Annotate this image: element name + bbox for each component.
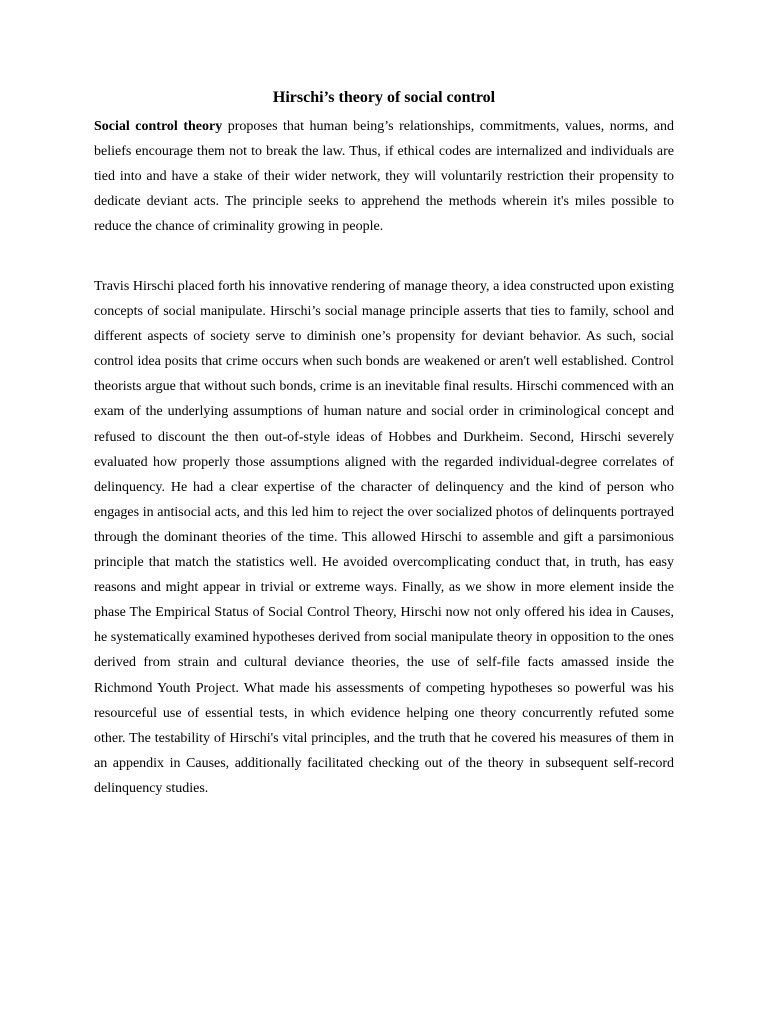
paragraph-1-text: proposes that human being’s relationships, commitments, values, norms, and beliefs encourage them not to break the law. Thus, if ethical codes are internalized and individuals are tied into and have a stake of their wider network, they will voluntarily restriction their propensity to dedicate deviant acts. The principle seeks to apprehend the methods wherein it's miles possible to reduce the chance of criminality growing in people.: [94, 119, 674, 235]
paragraph-1-lead-term: Social control theory: [94, 119, 223, 134]
paragraph-2: Travis Hirschi placed forth his innovative rendering of manage theory, a idea constructed upon existing concepts of social manipulate. Hirschi’s social manage principle asserts that ties to family, school and different aspects of society serve to diminish one’s propensity for deviant behavior. As such, social control idea posits that crime occurs when such bonds are weakened or aren't well established. Control theorists argue that without such bonds, crime is an inevitable final results. Hirschi commenced with an exam of the underlying assumptions of human nature and social order in criminological concept and refused to discount the then out-of-style ideas of Hobbes and Durkheim. Second, Hirschi severely evaluated how properly those assumptions aligned with the regarded individual-degree correlates of delinquency. He had a clear expertise of the character of delinquency and the kind of person who engages in antisocial acts, and this led him to reject the over socialized photos of delinquents portrayed through the dominant theories of the time. This allowed Hirschi to assemble and gift a parsimonious principle that match the statistics well. He avoided overcomplicating conduct that, in truth, has easy reasons and might appear in trivial or extreme ways. Finally, as we show in more element inside the phase The Empirical Status of Social Control Theory, Hirschi now not only offered his idea in Causes, he systematically examined hypotheses derived from social manipulate theory in opposition to the ones derived from strain and cultural deviance theories, the use of self-file facts amassed inside the Richmond Youth Project. What made his assessments of competing hypotheses so powerful was his resourceful use of essential tests, in which evidence helping one theory concurrently refuted some other. The testability of Hirschi's vital principles, and the truth that he covered his measures of them in an appendix in Causes, additionally facilitated checking out of the theory in subsequent self-record delinquency studies.: [94, 279, 674, 796]
document-title: Hirschi’s theory of social control: [272, 89, 496, 106]
paragraph-1: [94, 114, 674, 239]
